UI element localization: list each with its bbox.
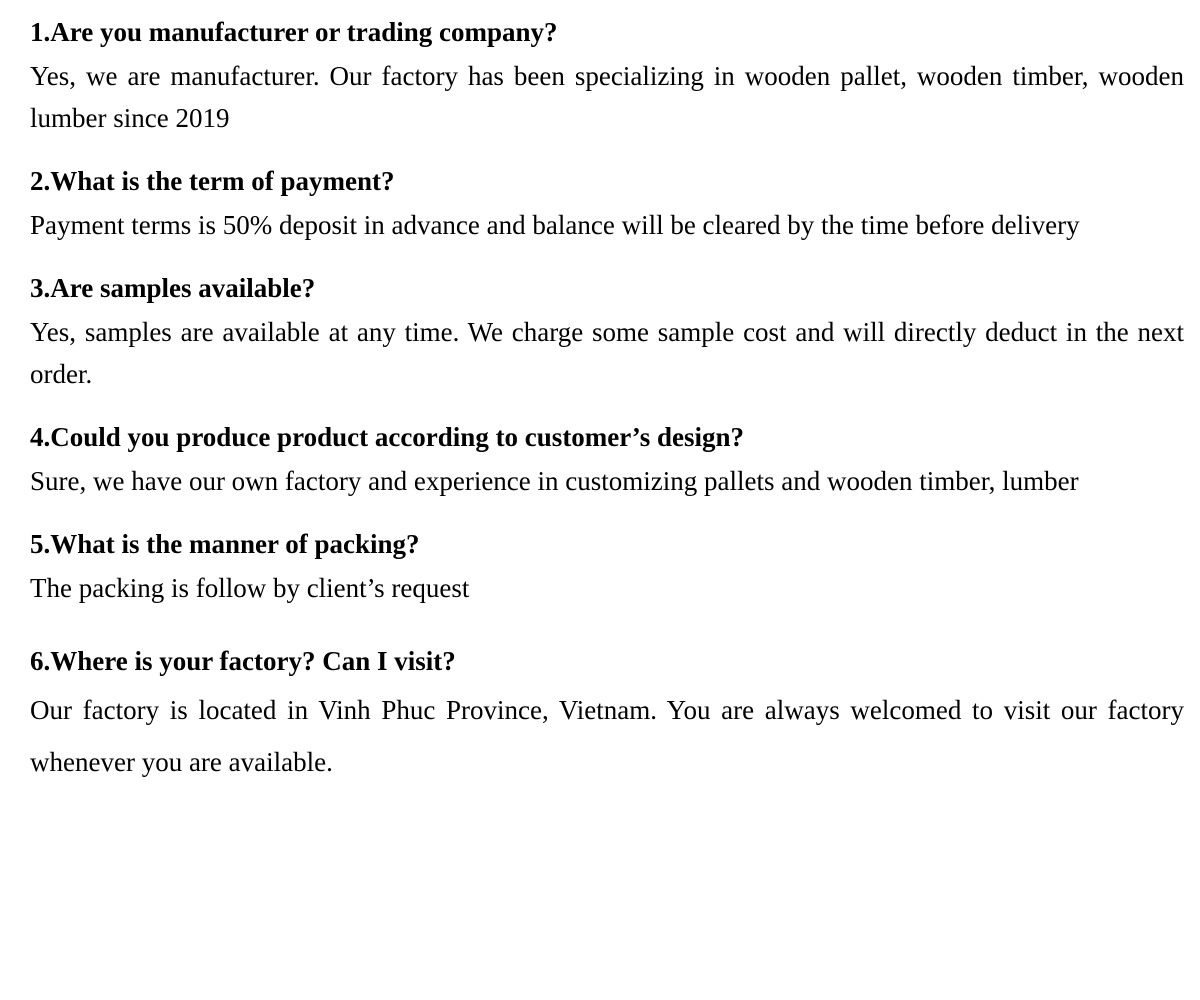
faq-item [30, 526, 1184, 609]
faq-answer: Our factory is located in Vinh Phuc Province, Vietnam. You are always welcomed to visit our factory whenever you are available. [30, 695, 1184, 777]
faq-question: 6.Where is your factory? Can I visit? [30, 646, 456, 676]
faq-answer: Yes, we are manufacturer. Our factory has been specializing in wooden pallet, wooden timber, wooden lumber since 2019 [30, 61, 1184, 133]
faq-question: 4.Could you produce product according to customer’s design? [30, 422, 745, 452]
faq-question: 5.What is the manner of packing? [30, 529, 420, 559]
faq-answer: Payment terms is 50% deposit in advance and balance will be cleared by the time before delivery [30, 210, 1080, 240]
faq-question: 2.What is the term of payment? [30, 166, 395, 196]
faq-answer: Yes, samples are available at any time. We charge some sample cost and will directly deduct in the next order. [30, 317, 1184, 389]
faq-item [30, 643, 1184, 788]
faq-question: 3.Are samples available? [30, 273, 316, 303]
faq-item [30, 163, 1184, 246]
faq-item [30, 270, 1184, 395]
faq-answer: The packing is follow by client’s request [30, 573, 470, 603]
faq-item [30, 419, 1184, 502]
faq-item [30, 14, 1184, 139]
faq-answer: Sure, we have our own factory and experience in customizing pallets and wooden timber, lumber [30, 466, 1079, 496]
faq-section [30, 14, 1184, 812]
faq-question: 1.Are you manufacturer or trading company? [30, 17, 558, 47]
